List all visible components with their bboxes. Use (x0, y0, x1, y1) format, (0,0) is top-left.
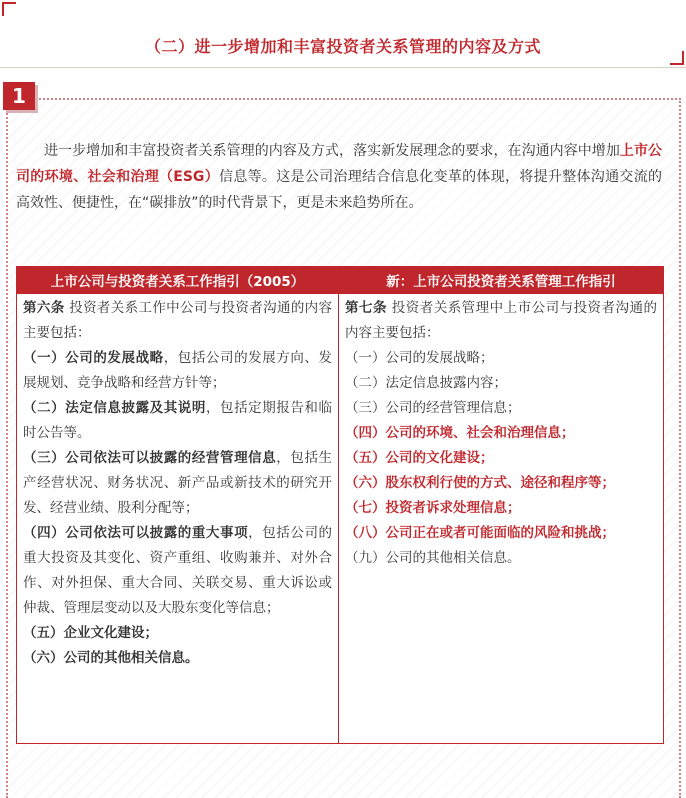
right-item: （九）公司的其他相关信息。 (345, 550, 521, 566)
right-column-cell (339, 294, 664, 744)
right-item: （三）公司的经营管理信息； (345, 400, 521, 416)
intro-text-part1: 进一步增加和丰富投资者关系管理的内容及方式，落实新发展理念的要求，在沟通内容中增加 (44, 143, 620, 159)
left-item-bold: （三）公司依法可以披露的经营管理信息 (23, 450, 277, 466)
left-item-rest: ，包括生产经营状况、财务状况、新产品或新技术的研究开发、经营业绩、股利分配等； (23, 450, 333, 516)
intro-highlight: 上市公司的环境、社会和治理（ESG） (16, 143, 662, 185)
right-item: （一）公司的发展战略； (345, 350, 494, 366)
table-body-row (17, 294, 664, 744)
section-header (0, 0, 686, 68)
right-item: （八）公司正在或者可能面临的风险和挑战； (345, 525, 615, 541)
right-article-text: 投资者关系管理中上市公司与投资者沟通的内容主要包括： (345, 300, 658, 341)
corner-decoration-bottom-right (670, 51, 684, 65)
right-item: （六）股东权利行使的方式、途径和程序等； (345, 475, 615, 491)
left-item-bold: （六）公司的其他相关信息。 (23, 650, 199, 666)
left-item (23, 396, 332, 446)
right-item: （四）公司的环境、社会和治理信息； (345, 425, 575, 441)
left-item-bold: （四）公司依法可以披露的重大事项 (23, 525, 249, 541)
table-header-row (17, 267, 664, 294)
right-item: （二）法定信息披露内容； (345, 375, 507, 391)
left-item (23, 621, 332, 646)
left-item-rest: ，包括定期报告和临时公告等。 (23, 400, 333, 441)
left-item (23, 446, 332, 521)
section-title: （二）进一步增加和丰富投资者关系管理的内容及方式 (144, 37, 541, 56)
corner-decoration-top-left (2, 2, 16, 16)
number-badge: 1 (3, 82, 35, 110)
left-item-bold: （一）公司的发展战略 (23, 350, 164, 366)
comparison-table (16, 266, 664, 744)
intro-paragraph (16, 138, 662, 216)
right-column-header: 新：上市公司投资者关系管理工作指引 (339, 267, 664, 294)
right-article (345, 296, 657, 346)
right-item: （五）公司的文化建设； (345, 450, 494, 466)
left-column-cell (17, 294, 339, 744)
left-article (23, 296, 332, 346)
left-item (23, 346, 332, 396)
left-item (23, 521, 332, 621)
left-column-header: 上市公司与投资者关系工作指引（2005） (17, 267, 339, 294)
left-item-bold: （五）企业文化建设； (23, 625, 158, 641)
left-article-text: 投资者关系工作中公司与投资者沟通的内容主要包括： (23, 300, 333, 341)
left-item-rest: ，包括公司的重大投资及其变化、资产重组、收购兼并、对外合作、对外担保、重大合同、关联交易、重大诉讼或仲裁、管理层变动以及大股东变化等信息； (23, 525, 333, 616)
left-item-bold: （二）法定信息披露及其说明 (23, 400, 206, 416)
right-article-label: 第七条 (345, 300, 387, 316)
left-item-rest: ，包括公司的发展方向、发展规划、竞争战略和经营方针等； (23, 350, 333, 391)
right-item: （七）投资者诉求处理信息； (345, 500, 521, 516)
left-item (23, 646, 332, 671)
left-article-label: 第六条 (23, 300, 65, 316)
intro-text-part2: 信息等。这是公司治理结合信息化变革的体现，将提升整体沟通交流的高效性、便捷性，在“碳排放”的时代背景下，更是未来趋势所在。 (16, 169, 663, 211)
